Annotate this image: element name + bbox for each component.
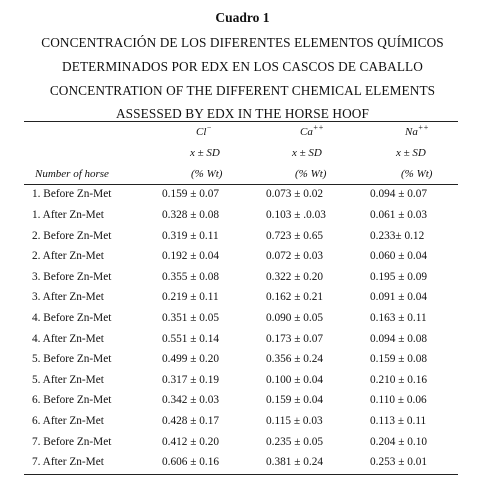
cell-cl: 0.328 ± 0.08 [162,209,220,221]
cell-cl: 0.192 ± 0.04 [162,250,220,262]
cell-cl: 0.159 ± 0.07 [162,188,220,200]
table-top-rule [24,121,458,122]
row-label: 2. After Zn-Met [32,250,104,262]
cell-ca: 0.381 ± 0.24 [266,456,324,468]
row-label: 3. After Zn-Met [32,291,104,303]
cell-ca: 0.356 ± 0.24 [266,353,324,365]
row-label: 6. Before Zn-Met [32,394,112,406]
cell-ca: 0.173 ± 0.07 [266,333,324,345]
cell-na: 0.233± 0.12 [370,230,425,242]
row-label: 7. After Zn-Met [32,456,104,468]
col-stat-ca: x ± SD [292,147,322,159]
cell-na: 0.195 ± 0.09 [370,271,428,283]
cell-na: 0.094 ± 0.07 [370,188,428,200]
row-header: Number of horse [35,168,109,180]
cell-na: 0.061 ± 0.03 [370,209,428,221]
title-line-1: CONCENTRACIÓN DE LOS DIFERENTES ELEMENTOS QUÍMICOS [41,35,444,50]
cell-na: 0.094 ± 0.08 [370,333,428,345]
col-stat-na: x ± SD [396,147,426,159]
cell-cl: 0.428 ± 0.17 [162,415,220,427]
cell-cl: 0.342 ± 0.03 [162,394,220,406]
cell-cl: 0.317 ± 0.19 [162,374,220,386]
col-unit-na: (% Wt) [401,168,433,180]
cell-na: 0.253 ± 0.01 [370,456,428,468]
cell-cl: 0.551 ± 0.14 [162,333,220,345]
row-label: 5. Before Zn-Met [32,353,112,365]
cell-na: 0.210 ± 0.16 [370,374,428,386]
cell-na: 0.163 ± 0.11 [370,312,427,324]
title-line-3: CONCENTRATION OF THE DIFFERENT CHEMICAL ELEMENTS [49,83,436,98]
col-stat-cl: x ± SD [190,147,220,159]
cell-ca: 0.090 ± 0.05 [266,312,324,324]
cell-cl: 0.319 ± 0.11 [162,230,219,242]
cell-cl: 0.219 ± 0.11 [162,291,219,303]
cell-na: 0.091 ± 0.04 [370,291,428,303]
row-label: 1. Before Zn-Met [32,188,112,200]
cell-na: 0.113 ± 0.11 [370,415,427,427]
col-header-na: Na++ [405,123,429,138]
cell-ca: 0.100 ± 0.04 [266,374,324,386]
table-caption-label: Cuadro 1 [215,10,270,25]
row-label: 3. Before Zn-Met [32,271,112,283]
cell-ca: 0.723 ± 0.65 [266,230,324,242]
cell-cl: 0.355 ± 0.08 [162,271,220,283]
cell-ca: 0.115 ± 0.03 [266,415,323,427]
cell-ca: 0.073 ± 0.02 [266,188,324,200]
cell-ca: 0.072 ± 0.03 [266,250,324,262]
title-line-4: ASSESSED BY EDX IN THE HORSE HOOF [115,106,369,121]
col-header-ca: Ca++ [300,123,324,138]
row-label: 2. Before Zn-Met [32,230,112,242]
cell-cl: 0.412 ± 0.20 [162,436,220,448]
row-label: 7. Before Zn-Met [32,436,112,448]
cell-ca: 0.159 ± 0.04 [266,394,324,406]
row-label: 1. After Zn-Met [32,209,104,221]
header-rule [24,184,458,185]
cell-ca: 0.322 ± 0.20 [266,271,324,283]
col-header-cl: Cl− [196,123,212,138]
table-bottom-rule [24,474,458,475]
row-label: 4. Before Zn-Met [32,312,112,324]
row-label: 4. After Zn-Met [32,333,104,345]
cell-na: 0.204 ± 0.10 [370,436,428,448]
title-line-2: DETERMINADOS POR EDX EN LOS CASCOS DE CABALLO [62,59,423,74]
cell-cl: 0.606 ± 0.16 [162,456,220,468]
cell-ca: 0.162 ± 0.21 [266,291,324,303]
cell-na: 0.110 ± 0.06 [370,394,427,406]
cell-cl: 0.351 ± 0.05 [162,312,220,324]
row-label: 5. After Zn-Met [32,374,104,386]
cell-ca: 0.103 ± .0.03 [266,209,326,221]
col-unit-cl: (% Wt) [191,168,223,180]
cell-na: 0.060 ± 0.04 [370,250,428,262]
col-unit-ca: (% Wt) [295,168,327,180]
cell-ca: 0.235 ± 0.05 [266,436,324,448]
cell-cl: 0.499 ± 0.20 [162,353,220,365]
cell-na: 0.159 ± 0.08 [370,353,428,365]
row-label: 6. After Zn-Met [32,415,104,427]
